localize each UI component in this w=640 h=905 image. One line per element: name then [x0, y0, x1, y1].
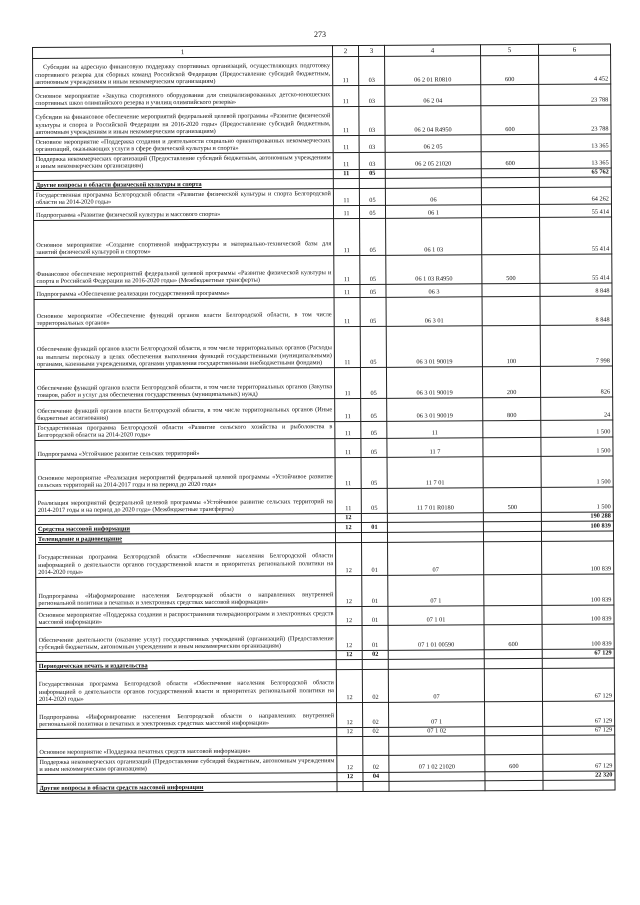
- row-subsection: 03: [359, 135, 385, 152]
- row-target-article: 06 1: [385, 205, 481, 219]
- row-target-article: 06 2 05: [385, 135, 481, 153]
- col-header-name: 1: [33, 46, 333, 59]
- row-amount: 67 129: [543, 726, 615, 735]
- row-subsection: 01: [362, 606, 388, 625]
- table-row: [34, 296, 612, 329]
- row-subsection: 02: [362, 669, 388, 702]
- table-row: [35, 456, 613, 491]
- row-expense-type: [483, 420, 541, 437]
- row-amount: [543, 780, 615, 790]
- row-subsection: 01: [362, 625, 388, 650]
- row-section: 11: [334, 285, 360, 298]
- row-amount: 100 839: [542, 574, 614, 605]
- row-section: 12: [336, 542, 362, 575]
- row-expense-type: 100: [482, 325, 540, 366]
- row-amount: 55 414: [540, 254, 612, 283]
- row-name: Основное мероприятие «Реализация мероприятий федеральной целевой программы «Устойчивое развитие сельских территорий на 2014-2017 годы и на период до 2020 года»: [35, 458, 335, 491]
- row-name: Государственная программа Белгородской области «Развитие физической культуры и спорта Белгородской области на 2014-2020 годы»: [33, 189, 333, 208]
- row-subsection: [363, 781, 389, 791]
- row-section: 12: [335, 522, 361, 532]
- row-expense-type: [481, 204, 539, 217]
- row-name: Другие вопросы в области физической культуры и спорта: [33, 179, 333, 191]
- row-section: 11: [334, 219, 360, 256]
- row-expense-type: [484, 541, 542, 574]
- row-subsection: 05: [361, 438, 387, 457]
- row-amount: 67 129: [543, 754, 615, 771]
- row-expense-type: [484, 668, 542, 701]
- table-row: [33, 55, 611, 88]
- row-amount: 65 762: [539, 168, 611, 177]
- row-section: 12: [337, 727, 363, 736]
- row-section: [333, 179, 359, 189]
- row-expense-type: 600: [481, 55, 539, 84]
- row-expense-type: [481, 134, 539, 151]
- row-name: Периодическая печать и издательства: [36, 660, 336, 672]
- row-name: Подпрограмма «Устойчивое развитие сельских территорий»: [35, 439, 335, 460]
- row-name: Основное мероприятие «Закупка спортивного оборудования для специализированных детско-юношеских спортивных школ олимпийского резерва и училищ олимпийского резерва»: [33, 86, 333, 109]
- row-expense-type: [484, 605, 542, 624]
- row-expense-type: [484, 658, 542, 668]
- row-target-article: 06 2 04: [385, 85, 481, 107]
- row-target-article: 06 2 01 R0810: [385, 56, 481, 86]
- row-subsection: 05: [361, 398, 387, 421]
- row-expense-type: 200: [482, 366, 540, 397]
- table-body: [33, 55, 615, 794]
- row-expense-type: [484, 649, 542, 658]
- row-section: 12: [337, 755, 363, 772]
- row-expense-type: [483, 456, 541, 487]
- row-amount: 24: [541, 397, 613, 420]
- col-header-section: 2: [332, 46, 358, 57]
- row-name: Государственная программа Белгородской области «Обеспечение населения Белгородской области информацией о деятельности органов государственной власти и приоритетах региональной политики на 2014-2020 годы»: [36, 543, 336, 578]
- row-section: [336, 659, 362, 669]
- row-amount: 4 452: [539, 55, 611, 84]
- row-section: 11: [334, 367, 360, 398]
- row-amount: 23 788: [539, 84, 611, 105]
- table-row: [36, 574, 614, 609]
- row-target-article: 06 3 01 90019: [386, 326, 482, 368]
- row-name: Обеспечение деятельности (оказание услуг) государственных учреждений (организаций) (Предоставление субсидий бюджетным, автономным учреждениям и иным некоммерческим организациям): [36, 626, 336, 653]
- row-amount: 100 839: [542, 624, 614, 649]
- row-amount: 826: [540, 366, 612, 397]
- table-row: [36, 668, 614, 705]
- row-subsection: 05: [360, 255, 386, 284]
- budget-table-container: [32, 43, 615, 899]
- row-expense-type: [485, 780, 543, 790]
- row-amount: 22 320: [543, 771, 615, 780]
- row-subsection: [359, 178, 385, 188]
- row-expense-type: [483, 521, 541, 531]
- row-amount: [541, 531, 613, 541]
- row-name: Реализация мероприятий федеральной целевой программы «Устойчивое развитие сельских территорий на 2014-2017 годы и на период до 2020 года» (Межбюджетные трансферты): [35, 489, 335, 516]
- row-target-article: [387, 532, 483, 543]
- row-name: Поддержка некоммерческих организаций (Предоставление субсидий бюджетным, автономным учреждениям и иным некоммерческим организациям): [37, 756, 337, 775]
- row-target-article: 07 1 02: [389, 727, 485, 737]
- row-name: Основное мероприятие «Создание спортивной инфраструктуры и материально-технической базы для занятий физической культурой и спортом»: [34, 219, 334, 258]
- row-target-article: 07 1 02 21020: [389, 755, 485, 773]
- row-name: Подпрограмма «Информирование населения Белгородской области о направлениях внутренней региональной политики в печатных и электронных средствах массовой информации»: [36, 576, 336, 609]
- row-section: 12: [335, 513, 361, 522]
- row-section: 12: [336, 650, 362, 659]
- row-subsection: 05: [360, 218, 386, 255]
- row-expense-type: [481, 187, 539, 204]
- row-name: Обеспечение функций органов власти Белгородской области, в том числе территориальных органов (Расходы на выплаты персоналу в целях обеспечения выполнения функций государственными (муниципальными) органами, казенными учреждениями, органами управления государственными внебюджетными фондами): [34, 327, 334, 370]
- row-amount: 100 839: [542, 605, 614, 624]
- row-amount: 100 839: [541, 521, 613, 531]
- row-expense-type: [482, 217, 540, 254]
- row-section: [337, 781, 363, 791]
- row-subsection: [361, 532, 387, 542]
- row-name: Поддержка некоммерческих организаций (Предоставление субсидий бюджетным, автономным учреждениям и иным некоммерческим организациям): [33, 153, 333, 172]
- row-amount: 55 414: [540, 217, 612, 254]
- row-amount: 8 848: [540, 283, 612, 296]
- row-expense-type: [481, 84, 539, 105]
- row-amount: 1 500: [541, 487, 613, 512]
- row-name: Основное мероприятие «Обеспечение функций органов власти Белгородской области, в том числе территориальных органов»: [34, 298, 334, 329]
- row-section: [337, 736, 363, 755]
- row-section: 11: [333, 153, 359, 170]
- row-target-article: 06: [385, 188, 481, 206]
- page-number: 273: [314, 30, 326, 39]
- row-target-article: 07 1 01: [388, 606, 484, 626]
- row-target-article: [388, 659, 484, 670]
- row-subsection: [361, 513, 387, 522]
- row-name: Субсидии на финансовое обеспечение мероприятий федеральной целевой программы «Развитие физической культуры и спорта в Российской Федерации на 2016-2020 годы» (Предоставление субсидий бюджетным, автономным учреждениям и иным некоммерческим организациям): [33, 107, 333, 138]
- row-section: 11: [335, 438, 361, 457]
- row-expense-type: [483, 531, 541, 541]
- row-subsection: 05: [360, 284, 386, 297]
- row-target-article: 11: [387, 421, 483, 439]
- table-row: [34, 366, 612, 401]
- table-row: [34, 325, 612, 370]
- row-name: Подпрограмма «Обеспечение реализации государственной программы»: [34, 285, 334, 300]
- table-row: [34, 217, 612, 258]
- row-subsection: 05: [359, 205, 385, 218]
- row-subsection: 03: [359, 152, 385, 169]
- row-subsection: 05: [359, 188, 385, 205]
- row-target-article: 07: [388, 669, 484, 703]
- row-amount: 8 848: [540, 296, 612, 325]
- row-target-article: [389, 736, 485, 756]
- row-target-article: 11 7 01: [387, 457, 483, 489]
- row-section: 11: [333, 189, 359, 206]
- row-subsection: 04: [363, 772, 389, 781]
- table-row: [37, 701, 615, 730]
- row-section: 12: [336, 625, 362, 650]
- row-amount: 1 500: [541, 420, 613, 437]
- row-amount: 67 129: [542, 649, 614, 658]
- row-target-article: [387, 522, 483, 533]
- row-expense-type: [483, 512, 541, 521]
- row-subsection: 03: [359, 106, 385, 135]
- col-header-subsection: 3: [358, 45, 384, 56]
- row-name: Подпрограмма «Развитие физической культуры и массового спорта»: [33, 206, 333, 221]
- row-expense-type: [485, 726, 543, 735]
- row-target-article: 06 1 03 R4950: [386, 255, 482, 285]
- row-name: Обеспечение функций органов власти Белгородской области, в том числе территориальных органов (Закупка товаров, работ и услуг для обеспечения государственных (муниципальных) нужд): [34, 368, 334, 401]
- row-subsection: 05: [361, 488, 387, 513]
- row-section: 11: [335, 421, 361, 438]
- table-row: [33, 105, 611, 138]
- row-expense-type: 800: [483, 397, 541, 420]
- row-section: 11: [333, 107, 359, 136]
- row-subsection: 05: [361, 421, 387, 438]
- row-subsection: 05: [359, 169, 385, 178]
- row-target-article: 06 3 01 90019: [386, 367, 482, 399]
- row-name: Средства массовой информации: [35, 523, 335, 535]
- row-name: Основное мероприятие «Поддержка печатных средств массовой информации»: [37, 737, 337, 758]
- row-subsection: 03: [359, 85, 385, 106]
- row-expense-type: 600: [481, 151, 539, 168]
- row-amount: 55 414: [539, 204, 611, 217]
- table-row: [36, 624, 614, 653]
- row-amount: 64 262: [539, 187, 611, 204]
- table-row: [36, 541, 614, 578]
- row-expense-type: 500: [482, 254, 540, 283]
- col-header-amount: 6: [538, 44, 610, 55]
- row-amount: 1 500: [541, 456, 613, 487]
- row-name: Основное мероприятие «Поддержка создания и деятельности социально ориентированных некоммерческих организаций, оказывающих услуги в сфере физической культуры и спорта»: [33, 136, 333, 155]
- row-subsection: 05: [361, 457, 387, 488]
- row-target-article: 07 1 01 00590: [388, 625, 484, 651]
- row-target-article: 07: [388, 542, 484, 576]
- row-target-article: 11 7 01 R0180: [387, 488, 483, 514]
- row-subsection: 02: [363, 727, 389, 736]
- row-expense-type: [482, 283, 540, 296]
- row-section: 11: [333, 206, 359, 219]
- row-name: Подпрограмма «Информирование населения Белгородской области о направлениях внутренней региональной политики в печатных и электронных средствах массовой информации»: [37, 703, 337, 730]
- row-amount: 7 998: [540, 325, 612, 366]
- table-row: [34, 254, 612, 287]
- row-target-article: [389, 781, 485, 792]
- row-subsection: 01: [361, 522, 387, 532]
- row-amount: 1 500: [541, 437, 613, 456]
- row-section: 11: [333, 170, 359, 179]
- row-expense-type: 600: [484, 624, 542, 649]
- row-target-article: 06 3 01: [386, 297, 482, 327]
- row-amount: 190 288: [541, 512, 613, 521]
- row-expense-type: [485, 701, 543, 726]
- row-target-article: 07 1: [388, 575, 484, 607]
- row-subsection: 03: [359, 56, 385, 85]
- row-name: Основное мероприятие «Поддержка создания и распространения телерадиопрограмм и электронных средств массовой информации»: [36, 607, 336, 628]
- row-section: 11: [333, 57, 359, 86]
- row-target-article: [385, 178, 481, 189]
- row-name: Обеспечение функций органов власти Белгородской области, в том числе территориальных органов (Иные бюджетные ассигнования): [35, 399, 335, 424]
- row-subsection: 01: [362, 542, 388, 575]
- row-amount: 100 839: [542, 541, 614, 574]
- row-amount: 67 129: [543, 701, 615, 726]
- row-amount: 13 365: [539, 134, 611, 151]
- row-section: 12: [337, 772, 363, 781]
- row-section: 12: [336, 669, 362, 702]
- col-header-expense-type: 5: [480, 44, 538, 55]
- row-expense-type: [482, 296, 540, 325]
- row-expense-type: [484, 574, 542, 605]
- row-subsection: [362, 659, 388, 669]
- row-expense-type: [481, 168, 539, 177]
- row-amount: 67 129: [542, 668, 614, 701]
- row-subsection: 05: [360, 297, 386, 326]
- row-amount: 13 365: [539, 151, 611, 168]
- table-row: [35, 487, 613, 516]
- row-target-article: 07 1: [389, 702, 485, 728]
- row-subsection: 02: [363, 755, 389, 772]
- row-expense-type: 600: [485, 754, 543, 771]
- row-target-article: 06 1 03: [386, 218, 482, 256]
- row-name: Государственная программа Белгородской области «Обеспечение населения Белгородской области информацией о деятельности органов государственной власти и приоритетах региональной политики на 2014-2020 годы»: [36, 670, 336, 705]
- row-section: 11: [333, 136, 359, 153]
- table-row: [37, 780, 615, 794]
- budget-table: [32, 43, 616, 794]
- col-header-target-article: 4: [384, 45, 480, 57]
- row-expense-type: [483, 437, 541, 456]
- row-section: 11: [334, 256, 360, 285]
- row-subsection: 05: [360, 326, 386, 367]
- row-name: Государственная программа Белгородской области «Развитие сельского хозяйства и рыболовства в Белгородской области на 2014-2020 годы»: [35, 422, 335, 441]
- row-section: 12: [336, 606, 362, 625]
- row-target-article: 06 3 01 90019: [387, 398, 483, 422]
- row-expense-type: [485, 735, 543, 754]
- row-name: Другие вопросы в области средств массовой информации: [37, 782, 337, 794]
- row-expense-type: [481, 177, 539, 187]
- row-name: Телевидение и радиовещание: [35, 533, 335, 545]
- row-expense-type: [485, 771, 543, 780]
- row-target-article: 06 2 04 R4950: [385, 106, 481, 136]
- row-amount: 23 788: [539, 105, 611, 134]
- row-subsection: 01: [362, 575, 388, 606]
- row-subsection: 02: [362, 650, 388, 659]
- row-section: 11: [334, 327, 360, 368]
- row-amount: [542, 658, 614, 668]
- row-section: 12: [336, 575, 362, 606]
- row-target-article: 06 2 05 21020: [385, 152, 481, 170]
- row-section: 11: [335, 488, 361, 513]
- row-target-article: 11 7: [387, 438, 483, 458]
- row-section: 12: [337, 702, 363, 727]
- row-name: Финансовое обеспечение мероприятий федеральной целевой программы «Развитие физической культуры и спорта в Российской Федерации на 2016-2020 годы» (Межбюджетные трансферты): [34, 256, 334, 287]
- row-subsection: 05: [360, 367, 386, 398]
- row-section: 11: [333, 86, 359, 107]
- row-subsection: 02: [363, 702, 389, 727]
- row-section: 11: [334, 298, 360, 327]
- row-amount: [539, 177, 611, 187]
- row-section: [335, 532, 361, 542]
- row-section: 11: [335, 398, 361, 421]
- row-target-article: 06 3: [386, 284, 482, 298]
- row-subsection: [363, 736, 389, 755]
- row-section: 11: [335, 457, 361, 488]
- row-amount: [543, 735, 615, 754]
- row-expense-type: 600: [481, 105, 539, 134]
- row-expense-type: 500: [483, 487, 541, 512]
- row-name: Субсидии на адресную финансовую поддержку спортивных организаций, осуществляющих подготовку спортивного резерва для сборных команд Российской Федерации (Предоставление субсидий бюджетным, автономным учреждениям и иным некоммерческим организациям): [33, 57, 333, 88]
